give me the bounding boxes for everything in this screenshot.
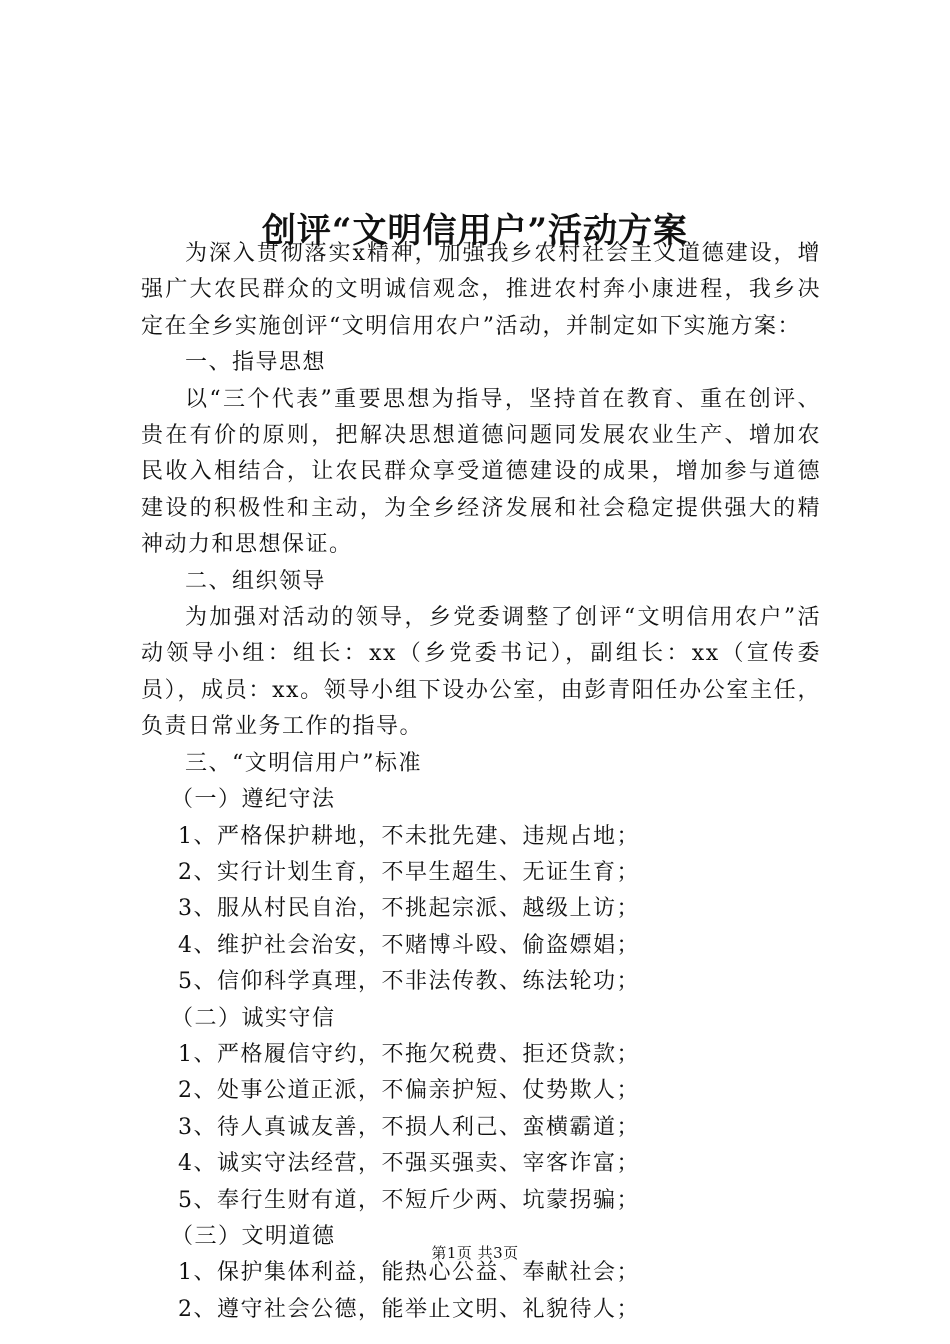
list-item: 4、诚实守法经营，不强买强卖、宰客诈富； [178, 1151, 640, 1177]
list-item: 1、严格保护耕地，不未批先建、违规占地； [178, 823, 640, 849]
document-title: 创评“文明信用户”活动方案 [261, 210, 689, 251]
list-item: 4、维护社会治安，不赌博斗殴、偷盗嫖娼； [178, 932, 640, 958]
list-item: 1、保护集体利益，能热心公益、奉献社会； [178, 1260, 640, 1286]
list-item: 1、严格履信守约，不拖欠税费、拒还贷款； [178, 1041, 640, 1067]
list-item: 3、服从村民自治，不挑起宗派、越级上访； [178, 896, 640, 922]
page-number-footer: 第1页 共3页 [431, 1244, 519, 1262]
section-heading-organization: 二、组织领导 [185, 568, 327, 594]
document-body [141, 236, 821, 1328]
list-item: 2、遵守社会公德，能举止文明、礼貌待人； [178, 1296, 640, 1322]
list-item: 5、信仰科学真理，不非法传教、练法轮功； [178, 969, 640, 995]
intro-paragraph: 为深入贯彻落实x精神，加强我乡农村社会主义道德建设，增强广大农民群众的文明诚信观念，推进农村奔小康进程，我乡决定在全乡实施创评“文明信用农户”活动，并制定如下实施方案： [141, 241, 821, 339]
section-body-organization: 为加强对活动的领导，乡党委调整了创评“文明信用农户”活动领导小组：组长：xx（乡党委书记），副组长：xx（宣传委员），成员：xx。领导小组下设办公室，由彭青阳任办公室主任，负责日常业务工作的指导。 [141, 605, 821, 740]
subsection-heading-civility: （三）文明道德 [171, 1223, 336, 1249]
section-heading-standards: 三、“文明信用户”标准 [185, 750, 422, 776]
list-item: 2、实行计划生育，不早生超生、无证生育； [178, 859, 640, 885]
section-heading-guiding-ideology: 一、指导思想 [185, 350, 327, 376]
subsection-heading-honesty: （二）诚实守信 [171, 1005, 336, 1031]
list-item: 5、奉行生财有道，不短斤少两、坑蒙拐骗； [178, 1187, 640, 1213]
list-item: 2、处事公道正派，不偏亲护短、仗势欺人； [178, 1078, 640, 1104]
subsection-heading-law-abiding: （一）遵纪守法 [171, 787, 336, 813]
section-body-guiding-ideology: 以“三个代表”重要思想为指导，坚持首在教育、重在创评、贵在有价的原则，把解决思想道德问题同发展农业生产、增加农民收入相结合，让农民群众享受道德建设的成果，增加参与道德建设的积极性和主动，为全乡经济发展和社会稳定提供强大的精神动力和思想保证。 [141, 386, 821, 558]
list-item: 3、待人真诚友善，不损人利己、蛮横霸道； [178, 1114, 640, 1140]
